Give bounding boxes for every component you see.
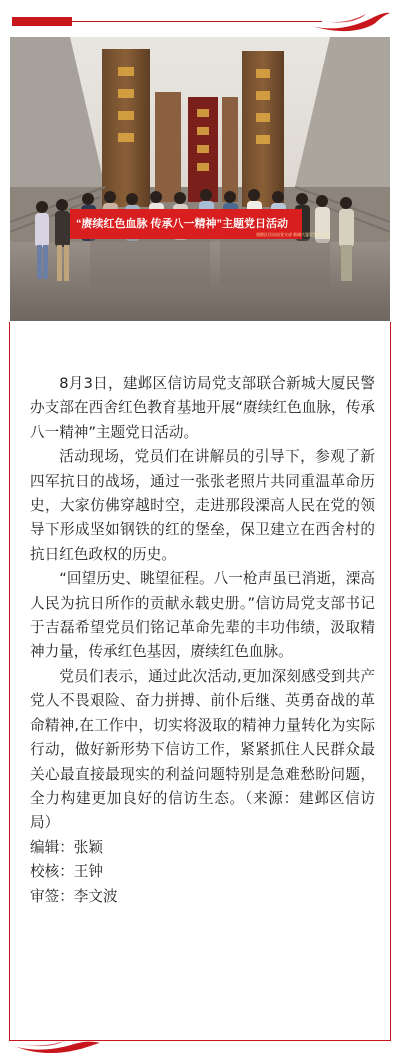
group-photo xyxy=(10,37,390,321)
reviewer-credit: 校核：王钟 xyxy=(30,863,103,881)
top-divider-line xyxy=(72,21,322,22)
paragraph: 党员们表示，通过此次活动,更加深刻感受到共产党人不畏艰险、奋力拼搏、前仆后继、英勇奋战的革命精神,在工作中，切实将汲取的精神力量转化为实际行动，做好新形势下信访工作，紧紧抓住人民群众最关心最直接最现实的利益问题特别是急难愁盼问题，全力构建更加良好的信访生态。（来源：建邺区信访局） xyxy=(30,667,375,832)
banner-subtitle: 建邺区信访局党支部 新城大厦民警办支部 xyxy=(256,232,330,237)
banner-title: “赓续红色血脉 传承八一精神”主题党日活动 xyxy=(76,218,289,230)
ribbon-ornament-bottom xyxy=(12,1036,102,1056)
editor-credit: 编辑：张颖 xyxy=(30,838,103,856)
ribbon-ornament-top xyxy=(308,8,392,34)
paragraph: 活动现场，党员们在讲解员的引导下，参观了新四军抗日的战场，通过一张张老照片共同重温革命历史，大家仿佛穿越时空，走进那段溧高人民在党的领导下形成坚如钢铁的红的堡垒，保卫建立在西舍村的抗日红色政权的历史。 xyxy=(30,448,375,563)
paragraph: “回望历史、眺望征程。八一枪声虽已消逝，溧高人民为抗日所作的贡献永载史册。”信访局党支部书记于吉磊希望党员们铭记革命先辈的丰功伟绩，汲取精神力量，传承红色基因，赓续红色血脉。 xyxy=(30,570,375,661)
top-red-bar xyxy=(12,17,72,26)
approver-credit: 审签：李文波 xyxy=(30,887,118,905)
paragraph: 8月3日，建邺区信访局党支部联合新城大厦民警办支部在西舍红色教育基地开展“赓续红色血脉，传承八一精神”主题党日活动。 xyxy=(30,375,375,441)
article-body xyxy=(30,372,375,909)
